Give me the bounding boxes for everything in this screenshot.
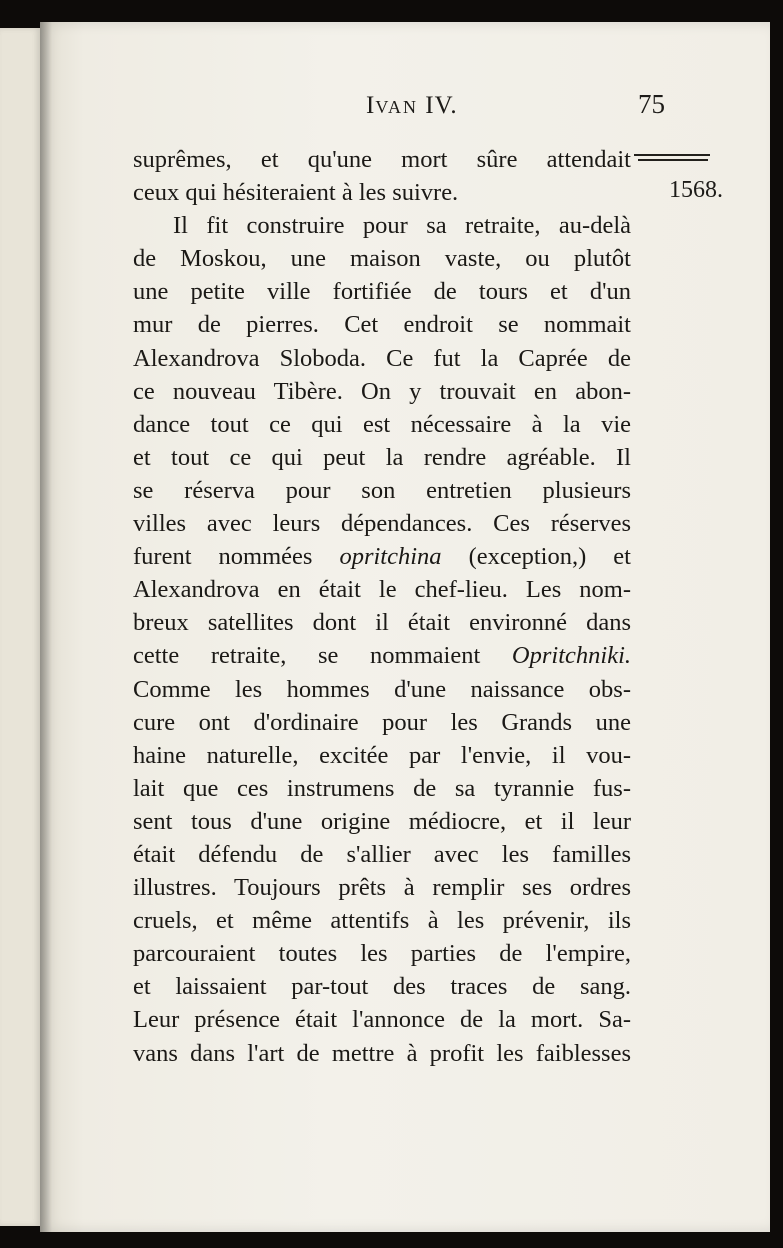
text-line: était défendu de s'allier avec les familles	[133, 840, 631, 868]
text-line: haine naturelle, excitée par l'envie, il vou-	[133, 741, 631, 769]
text-segment: furent nommées	[133, 543, 313, 571]
text-line: mur de pierres. Cet endroit se nommait	[133, 311, 631, 339]
text-line: Alexandrova en était le chef-lieu. Les nom-	[133, 576, 631, 604]
text-line: suprêmes, et qu'une mort sûre attendait	[133, 146, 631, 173]
italic-term: opritchina	[339, 543, 442, 571]
text-line: cruels, et même attentifs à les prévenir, ils	[133, 907, 631, 935]
text-line: dance tout ce qui est nécessaire à la vie	[133, 410, 631, 438]
text-segment: cette retraite, se nommaient	[133, 642, 481, 670]
text-line: Comme les hommes d'une naissance obs-	[133, 675, 631, 703]
previous-page-edge	[0, 28, 41, 1226]
text-line: sent tous d'une origine médiocre, et il leur	[133, 807, 631, 835]
page-header	[40, 89, 770, 128]
running-head-numeral: IV.	[418, 92, 458, 119]
running-head-initial: I	[366, 92, 376, 119]
gutter-shadow	[40, 22, 52, 1232]
body-text	[133, 143, 631, 1070]
text-line: et laissaient par-tout des traces de sang.	[133, 973, 631, 1001]
text-line: de Moskou, une maison vaste, ou plutôt	[133, 245, 631, 273]
text-line: Alexandrova Sloboda. Ce fut la Caprée de	[133, 344, 631, 372]
italic-term: Opritchniki.	[511, 642, 632, 670]
text-line: ce nouveau Tibère. On y trouvait en abon-	[133, 377, 631, 405]
text-line: et tout ce qui peut la rendre agréable. Il	[133, 443, 631, 471]
page-number: 75	[638, 89, 665, 119]
text-line: Leur présence était l'annonce de la mort. Sa-	[133, 1006, 631, 1034]
text-line: une petite ville fortifiée de tours et d'un	[133, 278, 631, 306]
text-line: lait que ces instrumens de sa tyrannie fus-	[133, 774, 631, 802]
margin-rule	[634, 154, 710, 156]
text-line: breux satellites dont il était environné dans	[133, 609, 631, 637]
text-line: vans dans l'art de mettre à profit les faiblesses	[133, 1039, 631, 1067]
text-line	[133, 639, 631, 672]
text-line: cure ont d'ordinaire pour les Grands une	[133, 708, 631, 736]
text-line: ceux qui hésiteraient à les suivre.	[133, 179, 459, 207]
margin-year-note: 1568.	[669, 177, 723, 203]
text-line: Il fit construire pour sa retraite, au-delà	[173, 212, 631, 240]
running-head	[366, 92, 458, 120]
text-line: parcouraient toutes les parties de l'empire,	[133, 940, 631, 968]
text-segment: (exception,) et	[468, 543, 631, 571]
running-head-small-caps: VAN	[375, 97, 419, 117]
text-line: illustres. Toujours prêts à remplir ses ordres	[133, 874, 631, 902]
text-line: se réserva pour son entretien plusieurs	[133, 476, 631, 504]
margin-rule	[638, 159, 708, 161]
text-line	[133, 540, 631, 573]
text-line: villes avec leurs dépendances. Ces réserves	[133, 510, 631, 538]
